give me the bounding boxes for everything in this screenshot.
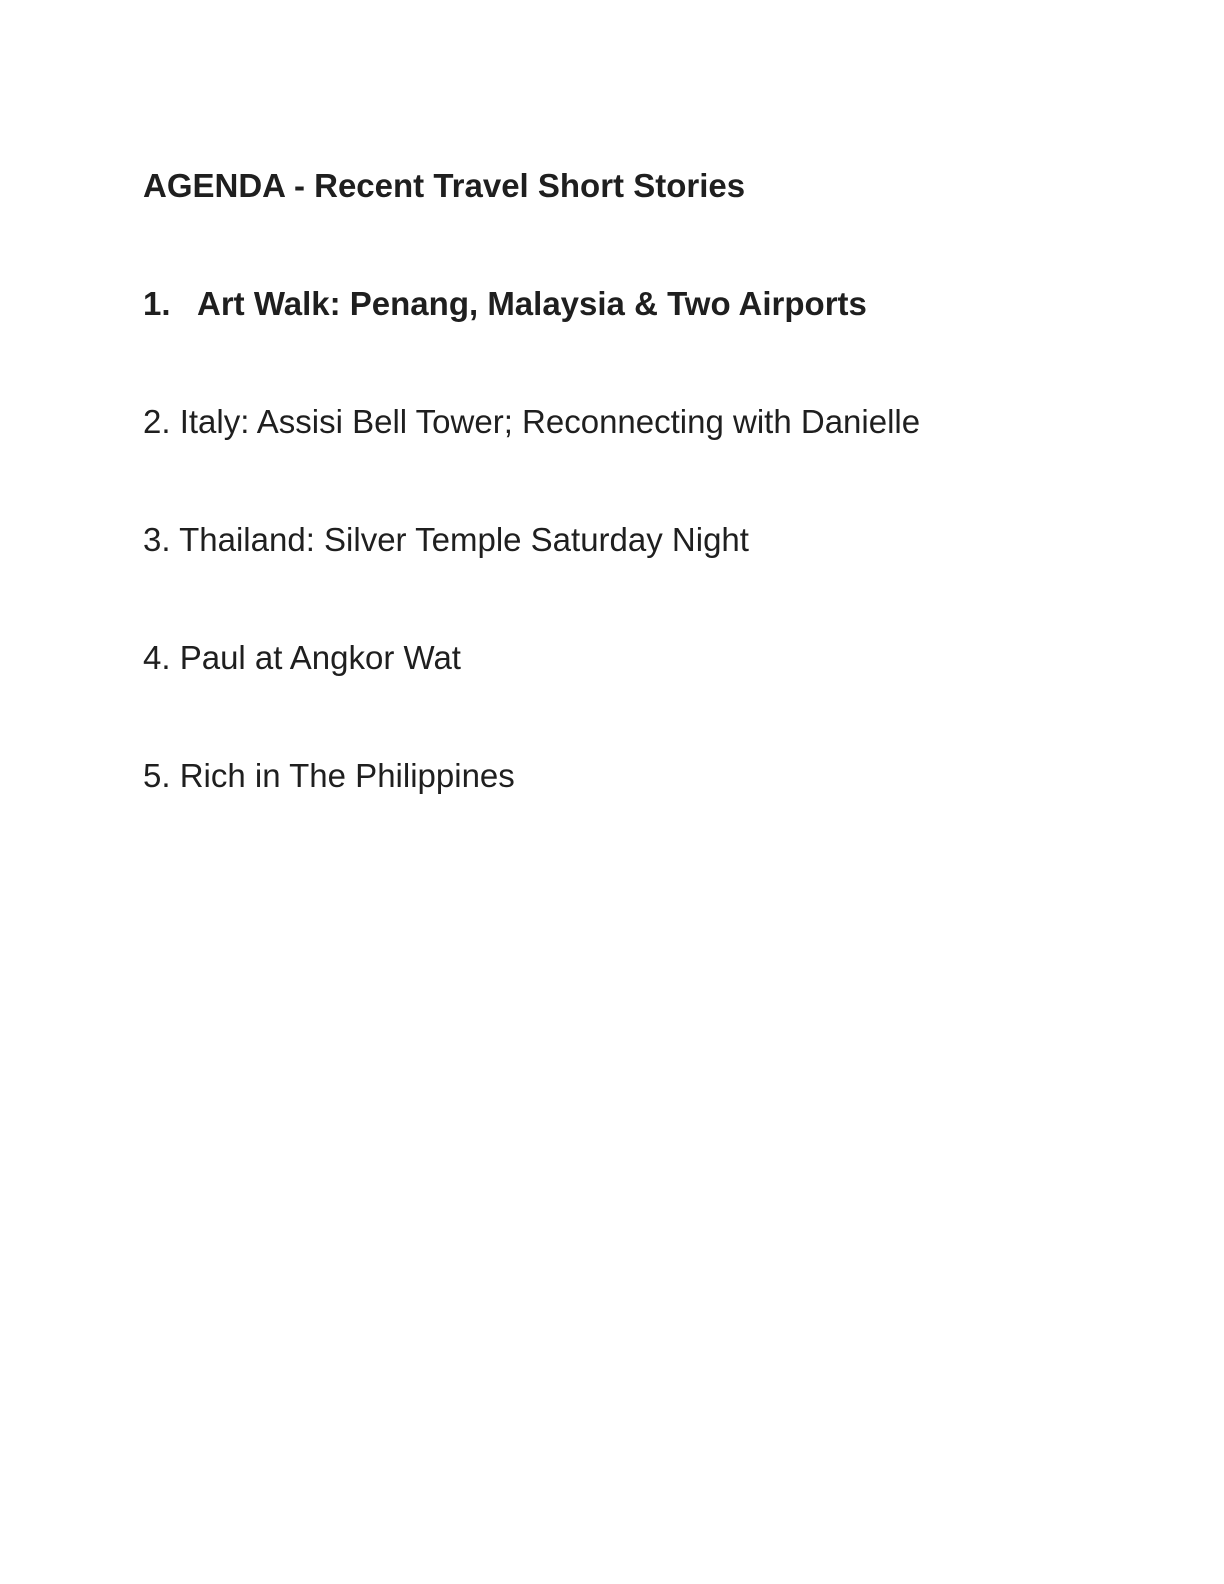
agenda-item-text: Art Walk: Penang, Malaysia & Two Airports <box>197 285 867 322</box>
agenda-item-number: 3. <box>143 521 171 558</box>
agenda-title: AGENDA - Recent Travel Short Stories <box>143 167 746 204</box>
agenda-item-text: Italy: Assisi Bell Tower; Reconnecting with Danielle <box>179 403 921 440</box>
agenda-item <box>143 282 867 326</box>
agenda-item <box>143 400 920 444</box>
agenda-item-number: 4. <box>143 639 171 676</box>
agenda-item-text: Rich in The Philippines <box>179 757 515 794</box>
agenda-item-number: 5. <box>143 757 171 794</box>
agenda-item-number: 1. <box>143 285 171 322</box>
agenda-item-number: 2. <box>143 403 171 440</box>
agenda-item-text: Paul at Angkor Wat <box>179 639 461 676</box>
agenda-item <box>143 636 461 680</box>
agenda-item <box>143 754 515 798</box>
agenda-item <box>143 518 749 562</box>
agenda-item-text: Thailand: Silver Temple Saturday Night <box>179 521 749 558</box>
